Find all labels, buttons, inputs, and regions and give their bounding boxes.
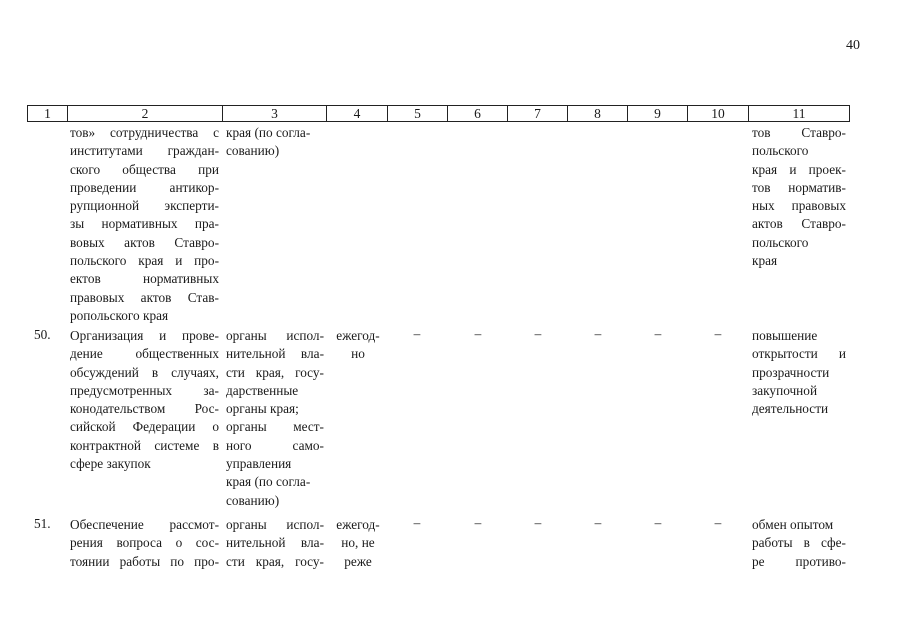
header-col-4: 4 [326,105,387,122]
header-col-7: 7 [507,105,567,122]
row-51-number: 51. [34,516,51,531]
header-col-9: 9 [627,105,687,122]
header-col-11: 11 [748,105,850,122]
row-50-executor: органы испол- нительной вла- сти края, госу- дарственные органы края; органы мест- ного само- управления края (по согла- сованию) [226,328,324,508]
continuation-executor: края (по согла- сованию) [226,125,311,159]
row-50-result: повышение открытости и прозрачности закупочной деятельности [752,328,846,417]
header-col-3: 3 [222,105,326,122]
row-51-col5-dash: – [413,515,421,530]
row-51-period: ежегод- но, не реже [336,517,380,569]
row-50-col6-dash: – [474,326,482,341]
row-51-col10-dash: – [714,515,722,530]
header-col-8: 8 [567,105,627,122]
header-col-2: 2 [67,105,222,122]
row-50-period: ежегод- но [336,328,380,362]
row-50-col10-dash: – [714,326,722,341]
row-50-description: Организация и прове- дение общественных обсуждений в случаях, предусмотренных за- конодательством Рос- сийской Федерации о контрактной системе в сфере закупок [70,328,219,472]
row-51-col9-dash: – [654,515,662,530]
header-col-5: 5 [387,105,447,122]
row-51-result: обмен опытом работы в сфе- ре противо- [752,517,846,569]
page-number: 40 [846,38,860,53]
header-col-1: 1 [27,105,67,122]
header-col-6: 6 [447,105,507,122]
continuation-description: тов» сотрудничества с институтами граждан- ского общества при проведении антикор- рупционной эксперти- зы нормативных пра- вовых актов Ставро- польского края и про- ектов нормативных правовых актов Став- ропольского края [70,125,219,323]
row-50-number: 50. [34,327,51,342]
table-header-row [27,105,850,122]
row-51-description: Обеспечение рассмот- рения вопроса о сос- тоянии работы по про- [70,517,219,569]
row-50-col8-dash: – [594,326,602,341]
row-51-executor: органы испол- нительной вла- сти края, госу- [226,517,324,569]
row-50-col5-dash: – [413,326,421,341]
row-51-col7-dash: – [534,515,542,530]
row-51-col8-dash: – [594,515,602,530]
continuation-result: тов Ставро- польского края и проек- тов норматив- ных правовых актов Ставро- польского края [752,125,846,269]
row-50-col7-dash: – [534,326,542,341]
row-50-col9-dash: – [654,326,662,341]
header-col-10: 10 [687,105,748,122]
row-51-col6-dash: – [474,515,482,530]
